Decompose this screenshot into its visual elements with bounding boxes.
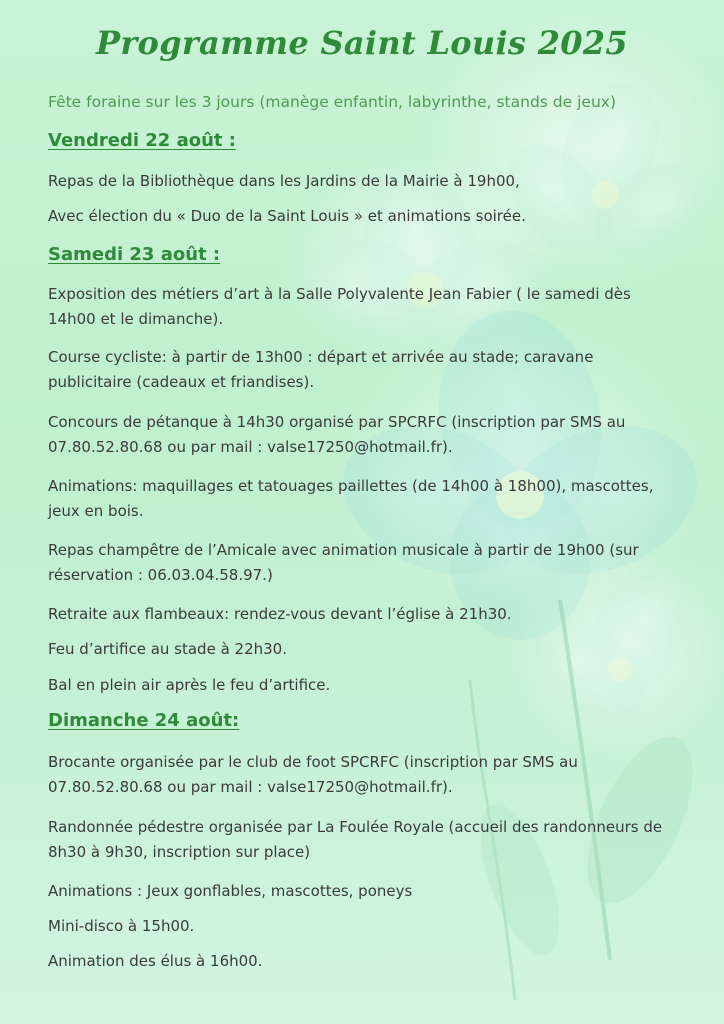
intro-text: Fête foraine sur les 3 jours (manège enfantin, labyrinthe, stands de jeux) bbox=[48, 93, 616, 111]
list-item: Repas champêtre de l’Amicale avec animation musicale à partir de 19h00 (sur réservation : 06.03.04.58.97.) bbox=[48, 541, 639, 584]
list-item: Animations: maquillages et tatouages paillettes (de 14h00 à 18h00), mascottes, jeux en bois. bbox=[48, 477, 654, 520]
list-item: Avec élection du « Duo de la Saint Louis » et animations soirée. bbox=[48, 207, 526, 225]
list-item: Exposition des métiers d’art à la Salle Polyvalente Jean Fabier ( le samedi dès 14h00 et le dimanche). bbox=[48, 285, 631, 328]
list-item: Randonnée pédestre organisée par La Foulée Royale (accueil des randonneurs de 8h30 à 9h30, inscription sur place) bbox=[48, 818, 663, 861]
list-item: Feu d’artifice au stade à 22h30. bbox=[48, 640, 287, 658]
list-item: Animation des élus à 16h00. bbox=[48, 952, 263, 970]
list-item: Course cycliste: à partir de 13h00 : départ et arrivée au stade; caravane publicitaire (cadeaux et friandises). bbox=[48, 348, 594, 391]
list-item: Retraite aux flambeaux: rendez-vous devant l’église à 21h30. bbox=[48, 605, 512, 623]
page-title: Programme Saint Louis 2025 bbox=[96, 24, 628, 62]
day-heading-friday: Vendredi 22 août : bbox=[48, 130, 236, 151]
list-item: Animations : Jeux gonflables, mascottes, poneys bbox=[48, 882, 413, 900]
list-item: Mini-disco à 15h00. bbox=[48, 917, 195, 935]
list-item: Brocante organisée par le club de foot SPCRFC (inscription par SMS au 07.80.52.80.68 ou par mail : valse17250@hotmail.fr). bbox=[48, 753, 578, 796]
day-heading-sunday: Dimanche 24 août: bbox=[48, 710, 240, 731]
list-item: Concours de pétanque à 14h30 organisé par SPCRFC (inscription par SMS au 07.80.52.80.68 ou par mail : valse17250@hotmail.fr). bbox=[48, 413, 626, 456]
list-item: Repas de la Bibliothèque dans les Jardins de la Mairie à 19h00, bbox=[48, 172, 520, 190]
day-heading-saturday: Samedi 23 août : bbox=[48, 244, 221, 265]
list-item: Bal en plein air après le feu d’artifice. bbox=[48, 676, 331, 694]
